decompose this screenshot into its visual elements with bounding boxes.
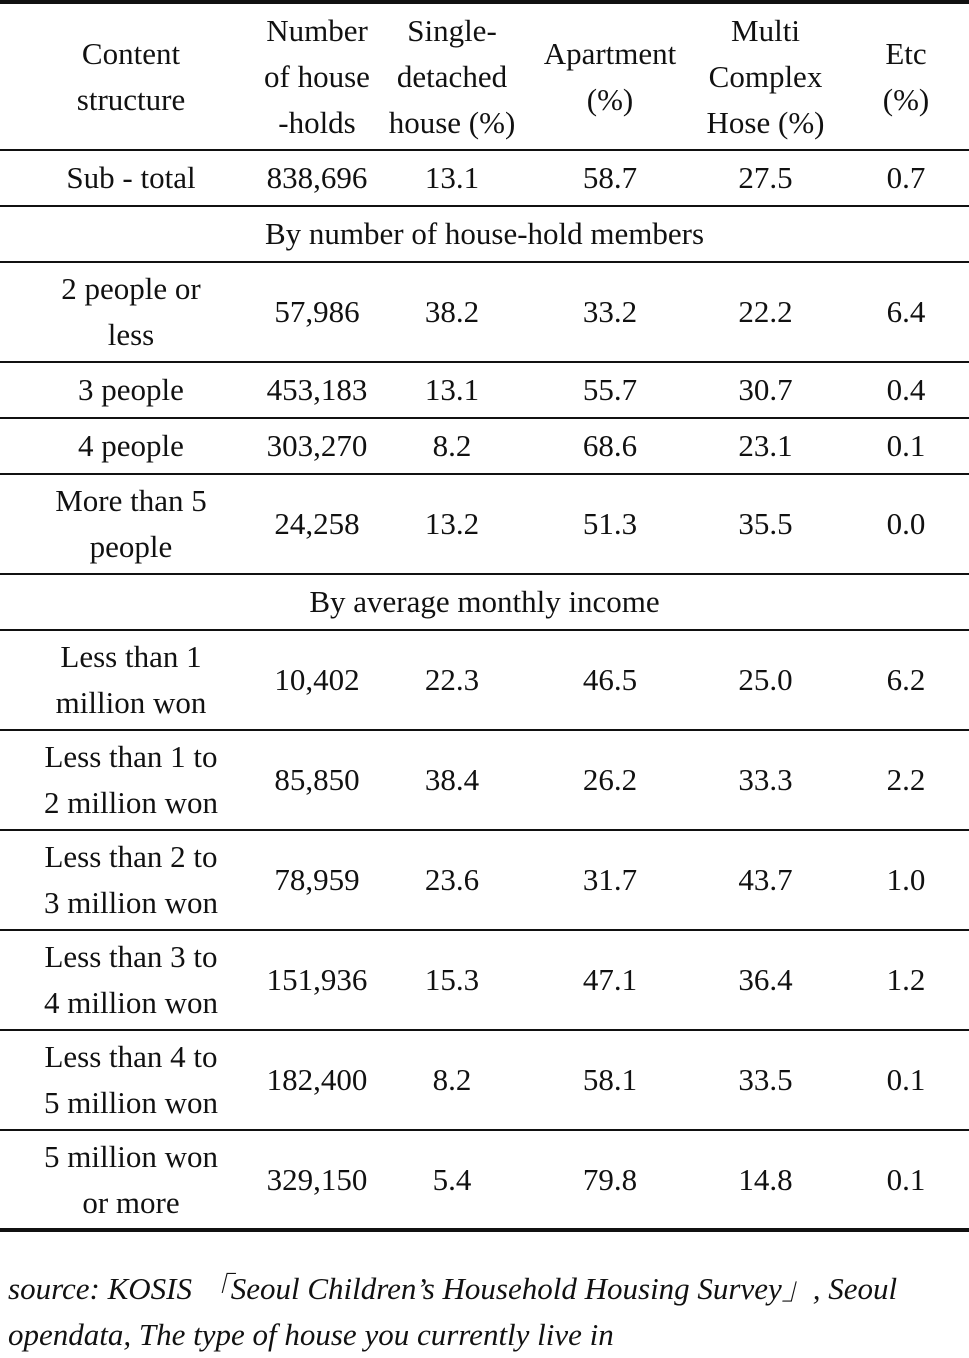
subtotal-row (0, 150, 969, 206)
row-label (0, 630, 262, 730)
table-row (0, 930, 969, 1030)
table-cell: 13.2 (424, 506, 480, 541)
row-label (0, 418, 262, 474)
row-label-line: million won (55, 685, 207, 720)
table-cell: 25.0 (738, 662, 793, 697)
table-cell: 0.1 (886, 428, 926, 463)
row-label-line: 4 million won (44, 985, 218, 1020)
table-cell: 33.3 (738, 762, 793, 797)
table-header-row (0, 2, 969, 150)
column-header-line: Single- (407, 12, 497, 48)
table-cell: 303,270 (266, 428, 368, 463)
table-cell: 78,959 (274, 862, 360, 897)
table-cell: 22.3 (424, 662, 480, 697)
table-cell: 0.4 (886, 372, 926, 407)
row-label (0, 362, 262, 418)
table-cell: 26.2 (582, 762, 638, 797)
table-cell: 47.1 (582, 962, 638, 997)
row-label-line: 3 people (78, 372, 184, 407)
table-cell: 15.3 (424, 962, 480, 997)
table-body (0, 150, 969, 1230)
table-row (0, 1130, 969, 1230)
column-header (688, 2, 843, 150)
table-cell: 8.2 (432, 428, 472, 463)
table-cell: 58.1 (582, 1062, 638, 1097)
table-cell: 6.2 (886, 662, 926, 697)
table-cell: 85,850 (274, 762, 360, 797)
row-label-line: Less than 1 (60, 639, 202, 674)
column-header-line: structure (76, 81, 186, 117)
row-label-line: less (107, 317, 155, 352)
row-label-line: 3 million won (44, 885, 218, 920)
row-label-line: Less than 3 to (44, 939, 218, 974)
table-cell: 23.6 (424, 862, 480, 897)
column-header-line: house (%) (388, 104, 516, 140)
table-cell: 36.4 (738, 962, 793, 997)
row-label-line: 5 million won (44, 1085, 218, 1120)
section-header-row (0, 574, 969, 630)
table-row (0, 830, 969, 930)
row-label-line: people (89, 529, 173, 564)
table-cell: 57,986 (274, 294, 360, 329)
row-label-line: 2 million won (44, 785, 218, 820)
row-label: Sub - total (66, 160, 196, 195)
table-row (0, 362, 969, 418)
table-cell: 79.8 (582, 1161, 638, 1197)
table-cell: 38.2 (424, 294, 480, 329)
table-cell: 31.7 (582, 862, 638, 897)
table-cell: 58.7 (582, 160, 638, 195)
row-label-line: More than 5 (55, 483, 207, 518)
table-cell: 22.2 (738, 294, 793, 329)
column-header-line: of house (264, 58, 370, 94)
table-cell: 329,150 (266, 1161, 368, 1197)
table-cell: 13.1 (424, 160, 480, 195)
source-line-1: source: KOSIS 「Seoul Children’s Household Housing Survey」, Seoul (8, 1271, 898, 1306)
row-label (0, 930, 262, 1030)
table-cell: 10,402 (274, 662, 360, 697)
table-cell: 38.4 (424, 762, 480, 797)
section-title: By average monthly income (309, 584, 660, 619)
row-label-line: 2 people or (61, 271, 201, 306)
column-header-line: Hose (%) (706, 104, 825, 140)
column-header-line: Content (81, 35, 181, 71)
row-label-line: 4 people (78, 428, 184, 463)
table-cell: 46.5 (582, 662, 638, 697)
table-row (0, 630, 969, 730)
column-header-line: Apartment (543, 35, 677, 71)
column-header-line: Etc (885, 35, 927, 71)
row-label-line: Less than 4 to (44, 1039, 218, 1074)
table-cell: 23.1 (738, 428, 793, 463)
table-row (0, 262, 969, 362)
table-cell: 43.7 (738, 862, 793, 897)
column-header (532, 2, 688, 150)
table-cell: 5.4 (432, 1161, 472, 1197)
table-cell: 14.8 (738, 1161, 793, 1197)
section-header-row (0, 206, 969, 262)
table-cell: 30.7 (738, 372, 793, 407)
row-label-line: Less than 1 to (44, 739, 218, 774)
table-cell: 68.6 (582, 428, 638, 463)
table-cell: 35.5 (738, 506, 793, 541)
table-cell: 1.2 (886, 962, 926, 997)
table-cell: 838,696 (266, 160, 368, 195)
table-cell: 0.7 (886, 160, 926, 195)
column-header-line: detached (396, 58, 508, 94)
table-cell: 151,936 (266, 962, 368, 997)
column-header-line: Multi (731, 12, 800, 48)
column-header-line: -holds (278, 104, 356, 140)
table-cell: 182,400 (266, 1062, 368, 1097)
table-cell: 51.3 (582, 506, 638, 541)
table-cell: 6.4 (886, 294, 926, 329)
column-header (843, 2, 969, 150)
column-header (0, 2, 262, 150)
source-line-2: opendata, The type of house you currently live in (8, 1317, 614, 1352)
row-label (0, 474, 262, 574)
column-header-line: (%) (586, 81, 634, 117)
table-row (0, 730, 969, 830)
table-cell: 13.1 (424, 372, 480, 407)
column-header-line: Number (266, 12, 368, 48)
column-header (262, 2, 372, 150)
row-label (0, 1130, 262, 1230)
table-cell: 2.2 (886, 762, 926, 797)
table-cell: 24,258 (274, 506, 360, 541)
source-note (8, 1266, 963, 1358)
row-label (0, 262, 262, 362)
column-header-line: Complex (708, 58, 823, 94)
row-label (0, 1030, 262, 1130)
row-label (0, 830, 262, 930)
table-row (0, 474, 969, 574)
column-header-line: (%) (882, 81, 930, 117)
row-label-line: Less than 2 to (44, 839, 218, 874)
table-cell: 0.0 (886, 506, 926, 541)
table-row (0, 418, 969, 474)
row-label-line: or more (82, 1184, 180, 1220)
row-label (0, 730, 262, 830)
table-cell: 0.1 (886, 1062, 926, 1097)
table-cell: 33.5 (738, 1062, 793, 1097)
table-cell: 8.2 (432, 1062, 472, 1097)
section-title: By number of house-hold members (264, 216, 705, 251)
column-header (372, 2, 532, 150)
table-row (0, 1030, 969, 1130)
table-cell: 55.7 (582, 372, 638, 407)
table-cell: 0.1 (886, 1161, 926, 1197)
table-cell: 1.0 (886, 862, 926, 897)
table-cell: 27.5 (738, 160, 793, 195)
table-cell: 453,183 (266, 372, 368, 407)
table-cell: 33.2 (582, 294, 638, 329)
row-label-line: 5 million won (44, 1138, 218, 1174)
